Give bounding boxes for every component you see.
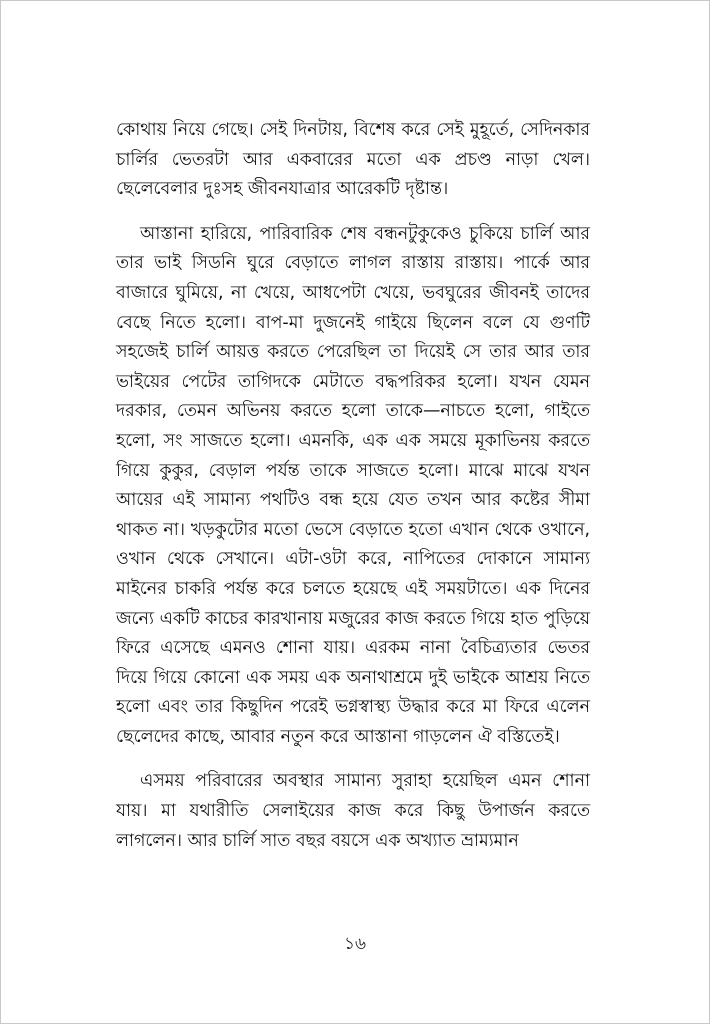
page-number: ১৬ <box>343 934 367 954</box>
paragraph-1: কোথায় নিয়ে গেছে। সেই দিনটায়, বিশেষ করে সেই মুহূর্তে, সেদিনকার চার্লির ভেতরটা আর একবারের মতো এক প্রচণ্ড নাড়া খেল। ছেলেবেলার দুঃসহ জীবনযাত্রার আরেকটি দৃষ্টান্ত। <box>116 120 590 200</box>
paragraph-3: এসময় পরিবারের অবস্থার সামান্য সুরাহা হয়েছিল এমন শোনা যায়। মা যথারীতি সেলাইয়ের কাজ করে কিছু উপার্জন করতে লাগলেন। আর চার্লি সাত বছর বয়সে এক অখ্যাত ভ্রাম্যমান <box>116 771 590 851</box>
body-text <box>116 116 590 856</box>
paragraph-2: আস্তানা হারিয়ে, পারিবারিক শেষ বন্ধনটুকুকেও চুকিয়ে চার্লি আর তার ভাই সিডনি ঘুরে বেড়াতে লাগল রাস্তায় রাস্তায়। পার্কে আর বাজারে ঘুমিয়ে, না খেয়ে, আধপেটা খেয়ে, ভবঘুরের জীবনই তাদের বেছে নিতে হলো। বাপ-মা দুজনেই গাইয়ে ছিলেন বলে যে গুণটি সহজেই চার্লি আয়ত্ত করতে পেরেছিল তা দিয়েই সে তার আর তার ভাইয়ের পেটের তাগিদকে মেটাতে বদ্ধপরিকর হলো। যখন যেমন দরকার, তেমন অভিনয় করতে হলো তাকে—নাচতে হলো, গাইতে হলো, সং সাজতে হলো। এমনকি, এক এক সময়ে মূকাভিনয় করতে গিয়ে কুকুর, বেড়াল পর্যন্ত তাকে সাজতে হলো। মাঝে মাঝে যখন আয়ের এই সামান্য পথটিও বন্ধ হয়ে যেত তখন আর কষ্টের সীমা থাকত না। খড়কুটোর মতো ভেসে বেড়াতে হতো এখান থেকে ওখানে, ওখান থেকে সেখানে। এটা-ওটা করে, নাপিতের দোকানে সামান্য মাইনের চাকরি পর্যন্ত করে চলতে হয়েছে এই সময়টাতে। এক দিনের জন্যে একটি কাচের কারখানায় মজুরের কাজ করতে গিয়ে হাত পুড়িয়ে ফিরে এসেছে এমনও শোনা যায়। এরকম নানা বৈচিত্র্যতার ভেতর দিয়ে গিয়ে কোনো এক সময় এক অনাথাশ্রমে দুই ভাইকে আশ্রয় নিতে হলো এবং তার কিছুদিন পরেই ভগ্নস্বাস্থ্য উদ্ধার করে মা ফিরে এলেন ছেলেদের কাছে, আবার নতুন করে আস্তানা গাড়লেন ঐ বস্তিতেই। <box>116 223 590 747</box>
